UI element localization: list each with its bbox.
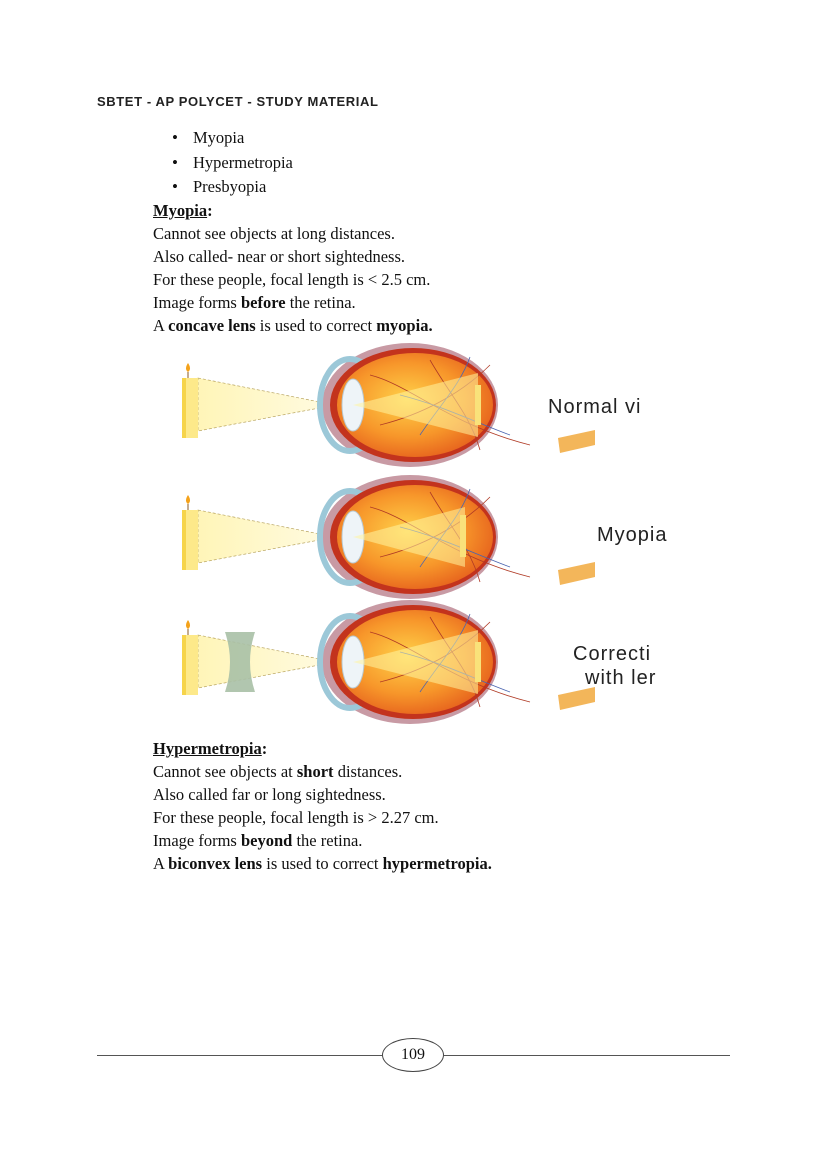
hyper-line-2: Also called far or long sightedness. [153,785,386,804]
heading-colon: : [261,739,268,758]
myopia-section [153,199,433,337]
label-correction-line1: Correcti [573,643,652,665]
myopia-heading: Myopia [153,201,208,220]
page-number: 109 [382,1038,444,1072]
heading-colon: : [207,201,213,220]
footer-rule-right [444,1055,730,1056]
label-normal-vision: Normal vi [548,396,642,418]
label-correction-line2: with ler [585,667,657,689]
eye-diagram [170,340,700,740]
myopia-line-5: A concave lens is used to correct myopia. [153,316,433,335]
list-item: • Presbyopia [170,175,293,200]
list-item: • Hypermetropia [170,151,293,176]
hyper-line-5: A biconvex lens is used to correct hypermetropia. [153,854,492,873]
normal-vision-row [182,343,641,467]
hyper-line-4: Image forms beyond the retina. [153,831,363,850]
hyper-line-3: For these people, focal length is > 2.27 cm. [153,808,439,827]
hypermetropia-heading: Hypermetropia [153,739,262,758]
myopia-line-2: Also called- near or short sightedness. [153,247,406,266]
label-myopia: Myopia [597,524,668,546]
myopia-row [182,475,667,599]
correction-row [182,600,656,724]
hypermetropia-section [153,737,492,875]
myopia-line-1: Cannot see objects at long distances. [153,224,395,243]
myopia-line-4: Image forms before the retina. [153,293,356,312]
myopia-line-3: For these people, focal length is < 2.5 cm. [153,270,431,289]
page-header: SBTET - AP POLYCET - STUDY MATERIAL [97,94,379,109]
defect-list [170,126,293,200]
list-item: • Myopia [170,126,293,151]
footer-rule-left [97,1055,382,1056]
hyper-line-1: Cannot see objects at short distances. [153,762,403,781]
